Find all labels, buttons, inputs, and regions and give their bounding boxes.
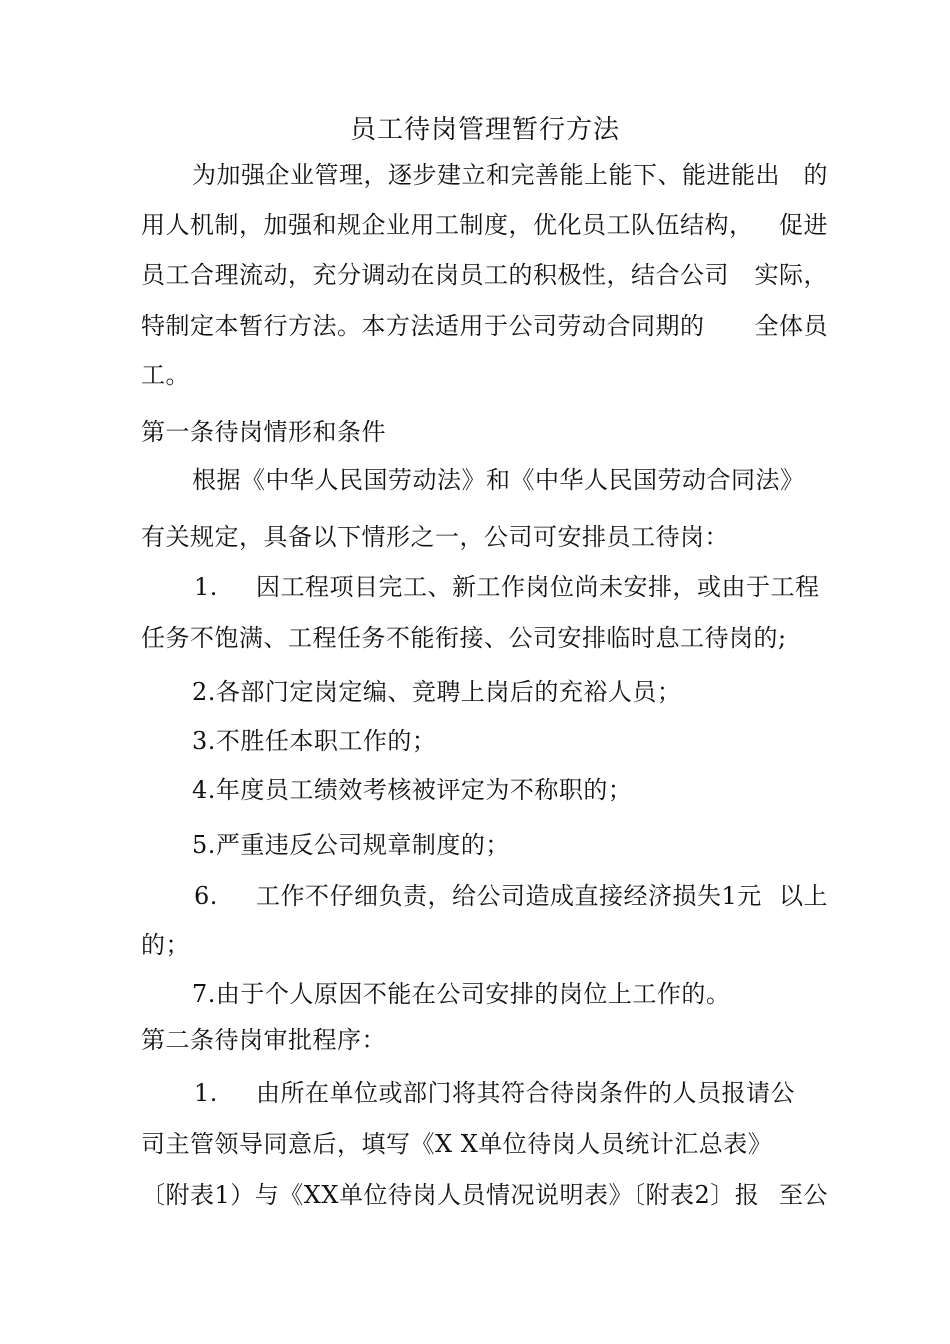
article-1-item-1-line-2: 任务不饱满、工程任务不能衔接、公司安排临时息工待岗的; bbox=[141, 624, 787, 652]
article-1-item-3: 3.不胜任本职工作的； bbox=[192, 727, 437, 755]
article-1-item-6-line-1 bbox=[194, 879, 828, 913]
intro-line-2-tail: 促进 bbox=[779, 211, 828, 239]
article-1-item-2: 2.各部门定岗定编、竞聘上岗后的充裕人员； bbox=[192, 678, 682, 706]
intro-line-4-tail: 全体员 bbox=[754, 312, 828, 340]
article-1-item-6-line-2: 的； bbox=[141, 931, 190, 959]
article-2-heading: 第二条待岗审批程序： bbox=[141, 1026, 386, 1054]
intro-line-1 bbox=[192, 158, 828, 192]
document-title: 员工待岗管理暂行方法 bbox=[349, 115, 620, 145]
item-text: 〔附表1）与《XX单位待岗人员情况说明表》〔附表2〕报 bbox=[141, 1181, 760, 1209]
intro-line-4 bbox=[141, 309, 828, 343]
intro-line-1-tail: 的 bbox=[803, 161, 828, 189]
item-number: 1. bbox=[194, 573, 218, 601]
intro-line-4-text: 特制定本暂行方法。本方法适用于公司劳动合同期的 bbox=[141, 312, 705, 340]
intro-line-1-text: 为加强企业管理，逐步建立和完善能上能下、能进能出 bbox=[192, 161, 780, 189]
article-2-item-1-line-1 bbox=[194, 1076, 795, 1110]
article-1-para-line-1: 根据《中华人民国劳动法》和《中华人民国劳动合同法》 bbox=[192, 466, 805, 494]
intro-line-3 bbox=[141, 258, 828, 292]
item-6-main bbox=[194, 879, 762, 913]
article-1-item-1-line-1 bbox=[194, 570, 820, 604]
item-6-tail: 以上 bbox=[779, 882, 828, 910]
intro-line-2 bbox=[141, 208, 828, 242]
item-text: 工作不仔细负责，给公司造成直接经济损失1元 bbox=[256, 882, 762, 910]
article-1-item-7: 7.由于个人原因不能在公司安排的岗位上工作的。 bbox=[192, 980, 731, 1008]
article-1-heading: 第一条待岗情形和条件 bbox=[141, 418, 386, 446]
item-number: 1. bbox=[194, 1079, 218, 1107]
intro-line-2-text: 用人机制，加强和规企业用工制度，优化员工队伍结构， bbox=[141, 211, 754, 239]
item-number: 6. bbox=[194, 882, 218, 910]
intro-line-5: 工。 bbox=[141, 361, 190, 389]
intro-line-3-text: 员工合理流动，充分调动在岗员工的积极性，结合公司 bbox=[141, 261, 729, 289]
article-2-item-1-line-2: 司主管领导同意后，填写《X X单位待岗人员统计汇总表》 bbox=[141, 1130, 773, 1158]
intro-line-3-tail: 实际， bbox=[754, 261, 828, 289]
item-text: 由所在单位或部门将其符合待岗条件的人员报请公 bbox=[256, 1079, 795, 1107]
article-1-para-line-2: 有关规定，具备以下情形之一，公司可安排员工待岗： bbox=[141, 523, 729, 551]
item-text: 因工程项目完工、新工作岗位尚未安排，或由于工程 bbox=[256, 573, 820, 601]
article-2-item-1-line-3 bbox=[141, 1178, 828, 1212]
article-1-item-5: 5.严重违反公司规章制度的； bbox=[192, 831, 510, 859]
item-tail: 至公 bbox=[779, 1181, 828, 1209]
article-1-item-4: 4.年度员工绩效考核被评定为不称职的； bbox=[192, 776, 633, 804]
